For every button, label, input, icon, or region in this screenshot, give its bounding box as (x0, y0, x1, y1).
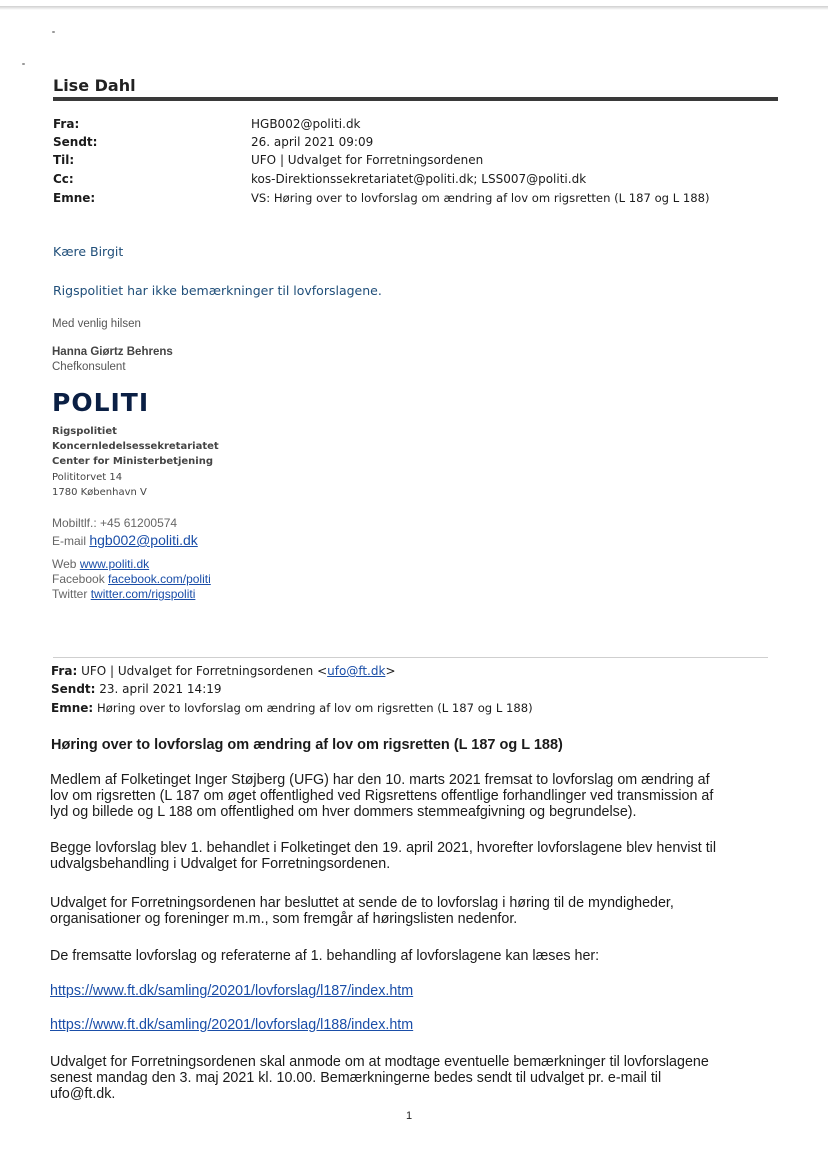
reply-body: Rigspolitiet har ikke bemærkninger til lovforslagene. (53, 283, 382, 298)
forward-from-value: UFO | Udvalget for Forretningsordenen < (81, 664, 328, 678)
header-row-to (53, 153, 778, 171)
header-value: VS: Høring over to lovforslag om ændring af lov om rigsretten (L 187 og L 188) (251, 191, 710, 205)
scan-top-edge (0, 6, 828, 10)
signature-title: Chefkonsulent (52, 361, 126, 373)
org-line: Rigspolitiet (52, 426, 117, 437)
twitter-label: Twitter (52, 587, 88, 601)
header-rule (53, 97, 778, 101)
paragraph-line: udvalgsbehandling i Udvalget for Forretningsordenen. (50, 856, 391, 872)
header-row-from (53, 117, 778, 135)
signature-name: Hanna Giørtz Behrens (52, 346, 173, 358)
scan-speck (22, 63, 25, 65)
paragraph-4 (50, 948, 770, 964)
forward-from-end: > (385, 664, 396, 678)
email-link[interactable]: hgb002@politi.dk (89, 532, 198, 548)
letter-title: Høring over to lovforslag om ændring af lov om rigsretten (L 187 og L 188) (51, 737, 563, 753)
link-l188-line (50, 1017, 413, 1033)
org-line: Center for Ministerbetjening (52, 456, 213, 467)
forward-label: Emne: (51, 701, 94, 715)
header-label: Til: (53, 153, 75, 167)
paragraph-line: senest mandag den 3. maj 2021 kl. 10.00. Bemærkningerne bedes sendt til udvalget pr. e-mail til (50, 1070, 662, 1086)
email-label: E-mail (52, 534, 87, 548)
page-number: 1 (406, 1110, 413, 1122)
forward-separator (53, 657, 768, 658)
header-label: Emne: (53, 191, 96, 205)
paragraph-2 (50, 840, 770, 872)
link-l188[interactable]: https://www.ft.dk/samling/20201/lovforslag/l188/index.htm (50, 1017, 414, 1033)
org-line: Koncernledelsessekretariatet (52, 441, 219, 452)
paragraph-5 (50, 1054, 770, 1102)
address-line: Polititorvet 14 (52, 472, 123, 483)
forward-label: Fra: (51, 664, 78, 678)
forward-from-email-link[interactable]: ufo@ft.dk (327, 664, 386, 678)
forward-label: Sendt: (51, 682, 96, 696)
paragraph-line: ufo@ft.dk. (50, 1086, 116, 1102)
web-link[interactable]: www.politi.dk (79, 557, 150, 571)
paragraph-line: organisationer og foreninger m.m., som fremgår af høringslisten nedenfor. (50, 911, 518, 927)
header-value: kos-Direktionssekretariatet@politi.dk; LSS007@politi.dk (251, 172, 587, 186)
paragraph-3 (50, 895, 770, 927)
paragraph-line: lyd og billede og L 188 om offentlighed om hver dommers stemmeafgivning og begrundelse). (50, 804, 637, 820)
paragraph-line: lov om rigsretten (L 187 om øget offentlighed ved Rigsrettens offentlige forhandlinger ved transmission af (50, 788, 714, 804)
header-label: Sendt: (53, 135, 98, 149)
header-value: HGB002@politi.dk (251, 117, 361, 131)
link-l187[interactable]: https://www.ft.dk/samling/20201/lovforslag/l187/index.htm (50, 983, 414, 999)
signature-closing: Med venlig hilsen (52, 318, 141, 330)
forward-sent (51, 682, 222, 696)
header-label: Fra: (53, 117, 80, 131)
forward-sent-value: 23. april 2021 14:19 (99, 682, 222, 696)
sender-name: Lise Dahl (53, 76, 136, 95)
forward-subject (51, 701, 533, 715)
web-line (52, 557, 149, 571)
twitter-line (52, 587, 195, 601)
politi-logo: POLITI (52, 388, 150, 417)
header-row-sent (53, 135, 778, 153)
paragraph-line: Udvalget for Forretningsordenen skal anmode om at modtage eventuelle bemærkninger til lovforslagene (50, 1054, 709, 1070)
twitter-link[interactable]: twitter.com/rigspoliti (90, 587, 196, 601)
header-value: UFO | Udvalget for Forretningsordenen (251, 153, 484, 167)
paragraph-line: Begge lovforslag blev 1. behandlet i Folketinget den 19. april 2021, hvorefter lovforslagene blev henvist til (50, 840, 717, 856)
header-value: 26. april 2021 09:09 (251, 135, 374, 149)
forward-from (51, 664, 396, 678)
forward-subject-value: Høring over to lovforslag om ændring af lov om rigsretten (L 187 og L 188) (97, 701, 533, 715)
paragraph-line: Udvalget for Forretningsordenen har besluttet at sende de to lovforslag i høring til de myndigheder, (50, 895, 674, 911)
mobile-number: Mobiltlf.: +45 61200574 (52, 516, 178, 530)
header-label: Cc: (53, 172, 74, 186)
paragraph-1 (50, 772, 770, 820)
header-row-cc (53, 172, 778, 190)
web-label: Web (52, 557, 77, 571)
greeting: Kære Birgit (53, 244, 124, 259)
facebook-line (52, 572, 211, 586)
header-row-subject (53, 191, 778, 209)
paragraph-line: Medlem af Folketinget Inger Støjberg (UFG) har den 10. marts 2021 fremsat to lovforslag om ændring af (50, 772, 710, 788)
email-line (52, 532, 198, 548)
paragraph-line: De fremsatte lovforslag og referaterne af 1. behandling af lovforslagene kan læses her: (50, 948, 600, 964)
facebook-link[interactable]: facebook.com/politi (108, 572, 211, 586)
address-line: 1780 København V (52, 487, 147, 498)
link-l187-line (50, 983, 413, 999)
scan-speck (52, 31, 55, 33)
facebook-label: Facebook (52, 572, 105, 586)
